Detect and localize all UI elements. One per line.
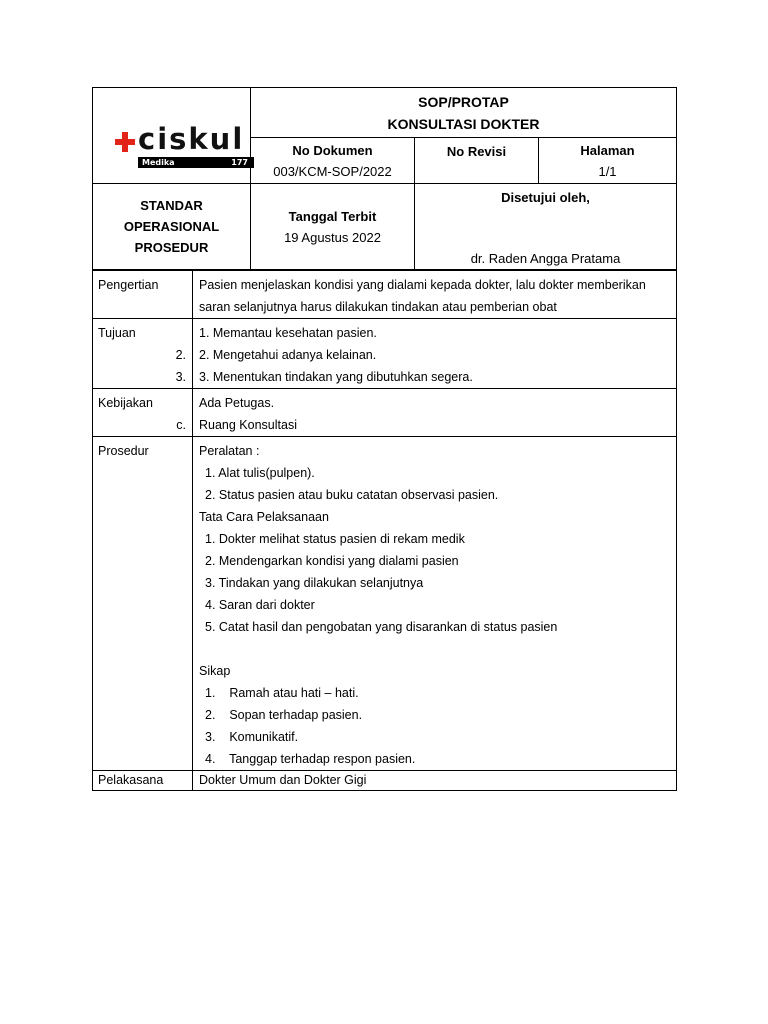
tata-cara-item-2: 2. Mendengarkan kondisi yang dialami pasien [205, 554, 459, 568]
spacer [199, 638, 670, 660]
page-label: Halaman [580, 142, 635, 158]
header-table [92, 87, 677, 270]
logo-tag-left: Medika [142, 158, 175, 167]
doc-number-value: 003/KCM-SOP/2022 [273, 163, 392, 179]
doc-number-label: No Dokumen [292, 142, 373, 158]
approved-by-label: Disetujui oleh, [501, 190, 590, 205]
tujuan-num-2: 2. [175, 348, 186, 362]
logo-brand: ciskul [138, 122, 245, 156]
document-title [251, 88, 677, 138]
doc-number-cell [251, 138, 415, 184]
medical-cross-icon [115, 132, 135, 152]
sikap-item-4: 4. Tanggap terhadap respon pasien. [205, 752, 416, 766]
pengertian-content [193, 271, 677, 319]
tujuan-content [193, 319, 677, 389]
tata-cara-item-5: 5. Catat hasil dan pengobatan yang disarankan di status pasien [205, 620, 558, 634]
issue-date-value: 19 Agustus 2022 [284, 229, 381, 245]
sikap-item-3: 3. Komunikatif. [205, 730, 299, 744]
page-cell [539, 138, 677, 184]
logo-cell [93, 88, 251, 184]
peralatan-title: Peralatan : [199, 444, 260, 458]
pelaksana-value: Dokter Umum dan Dokter Gigi [193, 771, 677, 791]
kebijakan-label-cell [93, 389, 193, 437]
tata-cara-item-4: 4. Saran dari dokter [205, 598, 315, 612]
page-value: 1/1 [598, 163, 617, 179]
content-table [92, 270, 677, 791]
tujuan-num-3: 3. [175, 370, 186, 384]
ciskul-logo [115, 122, 248, 174]
tujuan-item-1: 1. Memantau kesehatan pasien. [199, 326, 377, 340]
sikap-item-2: 2. Sopan terhadap pasien. [205, 708, 363, 722]
approver-name: dr. Raden Angga Pratama [470, 251, 621, 266]
tujuan-item-3: 3. Menentukan tindakan yang dibutuhkan segera. [199, 370, 473, 384]
logo-tag-right: 177 [231, 158, 248, 167]
title-line-1: SOP/PROTAP [418, 93, 509, 110]
tata-cara-title: Tata Cara Pelaksanaan [199, 510, 329, 524]
peralatan-item-1: 1. Alat tulis(pulpen). [205, 466, 315, 480]
issue-date-label: Tanggal Terbit [288, 208, 377, 224]
sikap-title: Sikap [199, 664, 231, 678]
sop-line-1: STANDAR [140, 198, 203, 213]
prosedur-label: Prosedur [93, 437, 193, 771]
issue-date-cell [251, 184, 415, 270]
kebijakan-num-c: c. [176, 418, 186, 432]
kebijakan-item-2: Ruang Konsultasi [199, 418, 297, 432]
tujuan-label-cell [93, 319, 193, 389]
sop-type-cell [93, 184, 251, 270]
kebijakan-content [193, 389, 677, 437]
sikap-item-1: 1. Ramah atau hati – hati. [205, 686, 359, 700]
pengertian-line-2: saran selanjutnya harus dilakukan tindakan atau pemberian obat [199, 300, 557, 314]
pengertian-label: Pengertian [93, 271, 193, 319]
tujuan-label: Tujuan [98, 326, 136, 340]
revision-label: No Revisi [446, 144, 507, 159]
pengertian-line-1: Pasien menjelaskan kondisi yang dialami kepada dokter, lalu dokter memberikan [199, 278, 646, 292]
title-line-2: KONSULTASI DOKTER [387, 115, 540, 132]
logo-tagline [138, 157, 254, 168]
sop-line-3: PROSEDUR [134, 240, 209, 255]
tata-cara-item-3: 3. Tindakan yang dilakukan selanjutnya [205, 576, 424, 590]
kebijakan-label: Kebijakan [98, 396, 153, 410]
peralatan-item-2: 2. Status pasien atau buku catatan observasi pasien. [205, 488, 499, 502]
approval-cell [415, 184, 677, 270]
prosedur-content [193, 437, 677, 771]
kebijakan-item-1: Ada Petugas. [199, 396, 275, 410]
tujuan-item-2: 2. Mengetahui adanya kelainan. [199, 348, 377, 362]
revision-cell [415, 138, 539, 184]
sop-line-2: OPERASIONAL [123, 219, 220, 234]
pelaksana-label: Pelakasana [93, 771, 193, 791]
tata-cara-item-1: 1. Dokter melihat status pasien di rekam medik [205, 532, 465, 546]
